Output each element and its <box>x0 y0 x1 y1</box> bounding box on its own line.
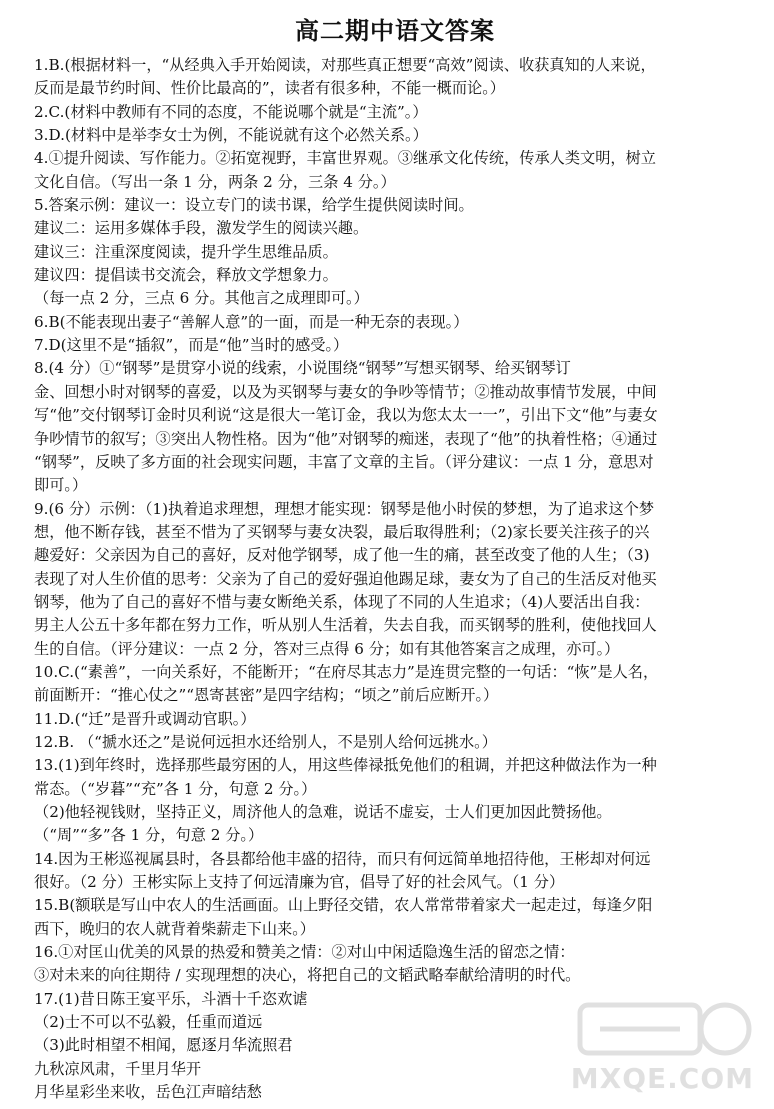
text-line: 想，他不断存钱，甚至不惜为了买钢琴与妻女决裂，最后取得胜利；（2)家长要关注孩子的兴 <box>34 522 650 541</box>
text-line: 12.B. （“搋水还之”是说何远担水还给别人，不是别人给何远挑水。） <box>34 732 497 751</box>
text-line: 建议二：运用多媒体手段，激发学生的阅读兴趣。 <box>34 219 369 238</box>
text-line: 13.(1)到年终时，选择那些最穷困的人，用这些俸禄抵免他们的租调，并把这种做法作为一种 <box>34 756 657 775</box>
text-line: 西下，晚归的农人就背着柴薪走下山来。） <box>34 919 315 938</box>
text-line: 10.C.(“素善”，一向关系好，不能断开；“在府尽其志力”是连贯完整的一句话：“恢”是人名， <box>34 662 659 681</box>
text-line: 16.①对匡山优美的风景的热爱和赞美之情：②对山中闲适隐逸生活的留恋之情： <box>34 943 575 962</box>
text-line: 写“他”交付钢琴订金时贝利说“这是很大一笔订金，我以为您太太一一”，引出下文“他”与妻女 <box>34 406 658 425</box>
text-line: 争吵情节的叙写；③突出人物性格。因为“他”对钢琴的痴迷，表现了“他”的执着性格；④通过 <box>34 429 658 448</box>
text-line: （2)士不可以不弘毅，任重而道远 <box>34 1013 263 1032</box>
text-line: 建议四：提倡读书交流会，释放文学想象力。 <box>34 266 338 285</box>
text-line: （每一点 2 分，三点 6 分。其他言之成理即可。） <box>34 289 369 308</box>
text-line: 建议三：注重深度阅读，提升学生思维品质。 <box>34 242 338 261</box>
text-line: 17.(1)昔日陈王宴平乐，斗酒十千恣欢谑 <box>34 989 308 1008</box>
text-line: 15.B(额联是写山中农人的生活画面。山上野径交错，农人常常带着家犬一起走过，每逢夕阳 <box>34 896 653 915</box>
page-title: 高二期中语文答案 <box>295 17 495 45</box>
text-line: 金、回想小时对钢琴的喜爱，以及为买钢琴与妻女的争吵等情节；②推动故事情节发展，中间 <box>34 382 657 401</box>
text-line: （3)此时相望不相闻，愿逐月华流照君 <box>34 1036 293 1055</box>
text-line: 很好。（2 分）王彬实际上支持了何远清廉为官，倡导了好的社会风气。（1 分） <box>34 873 565 892</box>
text-line: 九秋凉风肃，千里月华开 <box>34 1059 202 1078</box>
text-line: 钢琴，他为了自己的喜好不惜与妻女断绝关系，体现了不同的人生追求；（4)人要活出自我： <box>34 592 650 611</box>
text-line: 1.B.(根据材料一，“从经典入手开始阅读，对那些真正想要“高效”阅读、收获真知的人来说， <box>34 56 656 74</box>
watermark-text: MXQE.COM <box>570 1062 754 1095</box>
text-line: 常态。（“岁暮”“充”各 1 分，句意 2 分。） <box>34 779 317 798</box>
text-line: 月华星彩坐来收，岳色江声暗结愁 <box>34 1083 262 1102</box>
text-line: 反而是最节约时间、性价比最高的”，读者有很多种，不能一概而论。） <box>34 79 505 98</box>
text-line: “钢琴”，反映了多方面的社会现实问题，丰富了文章的主旨。（评分建议：一点 1 分，意思对 <box>34 452 654 471</box>
text-line: 前面断开：“推心仗之”“恩寄甚密”是四字结构；“顷之”前后应断开。） <box>34 686 499 705</box>
text-line: （“周”“多”各 1 分，句意 2 分。） <box>34 826 264 845</box>
text-line: 3.D.(材料中是举李女士为例，不能说就有这个必然关系。） <box>34 126 428 145</box>
text-line: 即可。） <box>34 476 88 495</box>
answer-content <box>34 54 756 1104</box>
text-line: 9.(6 分）示例：（1)执着追求理想，理想才能实现：钢琴是他小时侯的梦想，为了追求这个梦 <box>34 499 655 518</box>
text-line: 6.B(不能表现出妻子“善解人意”的一面，而是一种无奈的表现。） <box>34 312 469 331</box>
text-line: 14.因为王彬巡视属县时，各县都给他丰盛的招待，而只有何远简单地招待他，王彬却对何远 <box>34 849 651 868</box>
text-line: 趣爱好：父亲因为自己的喜好，反对他学钢琴，成了他一生的痛，甚至改变了他的人生；（3) <box>34 546 650 565</box>
text-line: 8.(4 分）①“钢琴”是贯穿小说的线索，小说围绕“钢琴”写想买钢琴、给买钢琴订 <box>34 359 571 378</box>
text-line: （2)他轻视钱财，坚持正义，周济他人的急难，说话不虚妄，士人们更加因此赞扬他。 <box>34 803 612 821</box>
text-line: 2.C.(材料中教师有不同的态度，不能说哪个就是“主流”。） <box>34 102 428 121</box>
text-line: 5.答案示例：建议一：设立专门的读书课，给学生提供阅读时间。 <box>34 196 474 215</box>
text-line: 表现了对人生价值的思考：父亲为了自己的爱好强迫他踢足球，妻女为了自己的生活反对他买 <box>34 569 657 588</box>
text-line: 文化自信。（写出一条 1 分，两条 2 分，三条 4 分。） <box>34 172 396 191</box>
text-line: 生的自信。（评分建议：一点 2 分，答对三点得 6 分；如有其他答案言之成理，亦可。） <box>34 639 620 658</box>
text-line: 7.D(这里不是“插叙”，而是“他”当时的感受。） <box>34 336 349 355</box>
text-line: 男主人公五十多年都在努力工作，听从别人生活着，失去自我，而买钢琴的胜利，使他找回人 <box>34 616 657 635</box>
text-line: ③对未来的向往期待 / 实现理想的决心，将把自己的文韬武略奉献给清明的时代。 <box>34 966 581 985</box>
text-line: 11.D.(“迁”是晋升或调动官职。） <box>34 709 256 728</box>
text-line: 4.①提升阅读、写作能力。②拓宽视野，丰富世界观。③继承文化传统，传承人类文明，树立 <box>34 149 656 168</box>
